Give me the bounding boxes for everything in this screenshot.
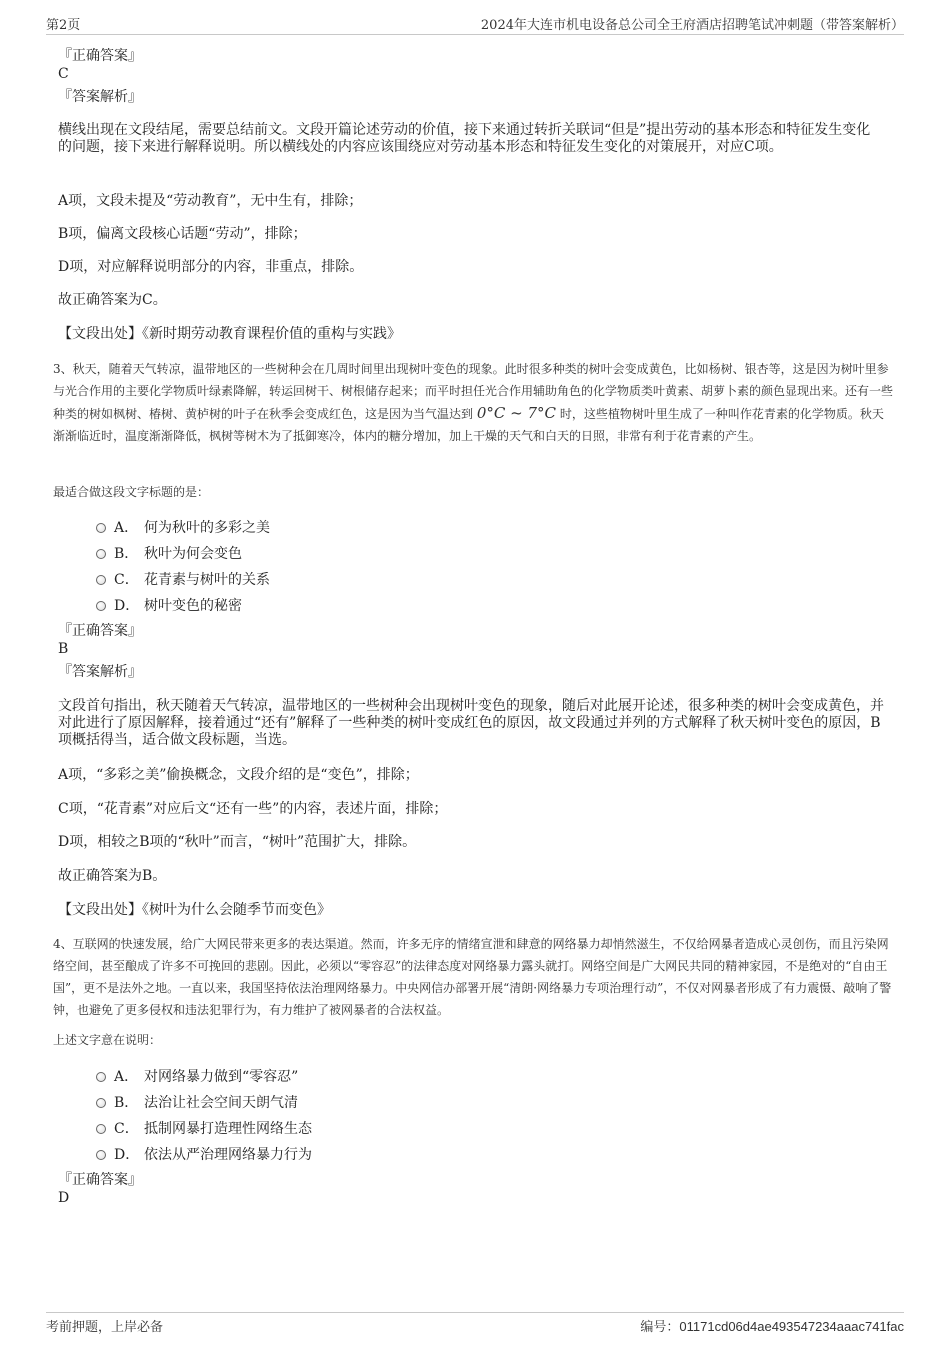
page-header (46, 14, 904, 35)
document-title: 2024年大连市机电设备总公司全王府酒店招聘笔试冲刺题（带答案解析） (480, 18, 904, 33)
q2-analysis-label: 『答案解析』 (58, 89, 142, 105)
q3-analysis-d: D项，相较之B项的“秋叶”而言，“树叶”范围扩大，排除。 (58, 834, 417, 850)
q2-source: 【文段出处】《新时期劳动教育课程价值的重构与实践》 (58, 326, 401, 342)
radio-icon[interactable] (96, 1150, 106, 1160)
q4-stem: 4、互联网的快速发展，给广大网民带来更多的表达渠道。然而，许多无序的情绪宣泄和肆意的网络暴力却悄然滋生，不仅给网暴者造成心灵创伤，而且污染网络空间，甚至酿成了许多不可挽回的悲剧。因此，必须以“零容忍”的法律态度对网络暴力露头就打。网络空间是广大网民共同的精神家园，不是绝对的“自由王国”，更不是法外之地。一直以来，我国坚持依法治理网络暴力。中央网信办部署开展“清朗·网络暴力专项治理行动”，不仅对网暴者形成了有力震慑、敲响了警钟，也避免了更多侵权和违法犯罪行为，有力维护了被网暴者的合法权益。 (53, 937, 892, 1017)
page-footer (46, 1312, 904, 1337)
radio-icon[interactable] (96, 601, 106, 611)
q3-conclusion: 故正确答案为B。 (58, 868, 167, 884)
q4-answer: D (58, 1190, 70, 1206)
q2-conclusion: 故正确答案为C。 (58, 292, 167, 308)
q3-analysis-label: 『答案解析』 (58, 664, 142, 680)
radio-icon[interactable] (96, 1124, 106, 1134)
q3-option-a[interactable]: A． 何为秋叶的多彩之美 (96, 517, 270, 537)
q3-stem (53, 358, 895, 447)
q3-option-d[interactable]: D． 树叶变色的秘密 (96, 595, 242, 615)
q2-analysis-d: D项，对应解释说明部分的内容，非重点，排除。 (58, 259, 364, 275)
q3-source: 【文段出处】《树叶为什么会随季节而变色》 (58, 902, 331, 918)
q4-option-b[interactable]: B． 法治让社会空间天朗气清 (96, 1092, 298, 1112)
q4-option-a[interactable]: A． 对网络暴力做到“零容忍” (96, 1066, 298, 1086)
q3-option-b[interactable]: B． 秋叶为何会变色 (96, 543, 242, 563)
q4-option-c[interactable]: C． 抵制网暴打造理性网络生态 (96, 1118, 312, 1138)
footer-code (640, 1316, 904, 1335)
radio-icon[interactable] (96, 575, 106, 585)
q2-analysis-a: A项，文段未提及“劳动教育”，无中生有，排除； (58, 193, 363, 209)
radio-icon[interactable] (96, 523, 106, 533)
q3-analysis-text: 文段首句指出，秋天随着天气转凉，温带地区的一些树种会出现树叶变色的现象，随后对此展开论述，很多种类的树叶会变成黄色，并对此进行了原因解释，接着通过“还有”解释了一些种类的树叶变成红色的原因，故文段通过并列的方式解释了秋天树叶变色的原因，B项概括得当，适合做文段标题，当选。 (58, 698, 884, 748)
q2-analysis-text: 横线出现在文段结尾，需要总结前文。文段开篇论述劳动的价值，接下来通过转折关联词“但是”提出劳动的基本形态和特征发生变化的问题，接下来进行解释说明。所以横线处的内容应该围绕应对劳动基本形态和特征发生变化的对策展开，对应C项。 (58, 122, 871, 155)
q3-analysis-c: C项，“花青素”对应后文“还有一些”的内容，表述片面，排除； (58, 801, 448, 817)
q3-answer: B (58, 641, 69, 657)
footer-slogan: 考前押题，上岸必备 (46, 1320, 164, 1335)
page-number: 第2页 (46, 18, 81, 33)
footer-code-label: 编号： (640, 1320, 680, 1335)
q3-answer-label: 『正确答案』 (58, 623, 142, 639)
q2-answer-label: 『正确答案』 (58, 48, 142, 64)
footer-code-value: 01171cd06d4ae493547234aaac741fac (679, 1319, 904, 1334)
q4-answer-label: 『正确答案』 (58, 1172, 142, 1188)
q4-option-d[interactable]: D． 依法从严治理网络暴力行为 (96, 1144, 312, 1164)
radio-icon[interactable] (96, 549, 106, 559)
q4-prompt: 上述文字意在说明： (53, 1033, 162, 1047)
q2-answer: C (58, 66, 69, 82)
temperature-range: 0°C ~ 7°C (476, 404, 556, 422)
q3-prompt: 最适合做这段文字标题的是： (53, 485, 210, 499)
q2-analysis-b: B项，偏离文段核心话题“劳动”，排除； (58, 226, 307, 242)
radio-icon[interactable] (96, 1098, 106, 1108)
radio-icon[interactable] (96, 1072, 106, 1082)
q3-stem-part-1: 3、秋天，随着天气转凉，温带地区的一些树种会在几周时间里出现树叶变色的现象。此时很多种类的树叶会变成黄色，比如杨树、银杏等，这是因为树叶里参与光合作用的主要化学物质叶绿素降解，转运回树干、树根储存起来；而平时担任光合作用辅助角色的化学物质类叶黄素、胡萝卜素的颜色显现出来。还有一些种类的树如枫树、椿树、黄栌树的叶子在秋季会变成红色，这是因为当气温达到 (53, 362, 894, 421)
q3-analysis-a: A项，“多彩之美”偷换概念，文段介绍的是“变色”，排除； (58, 767, 419, 783)
q3-stem-part-2: 时，这些植物树叶里生成了一种叫作花青素的化学物质。秋天渐渐临近时，温度渐渐降低，枫树等树木为了抵御寒冷，体内的糖分增加，加上干燥的天气和白天的日照，非常有利于花青素的产生。 (53, 407, 884, 443)
q3-option-c[interactable]: C． 花青素与树叶的关系 (96, 569, 270, 589)
